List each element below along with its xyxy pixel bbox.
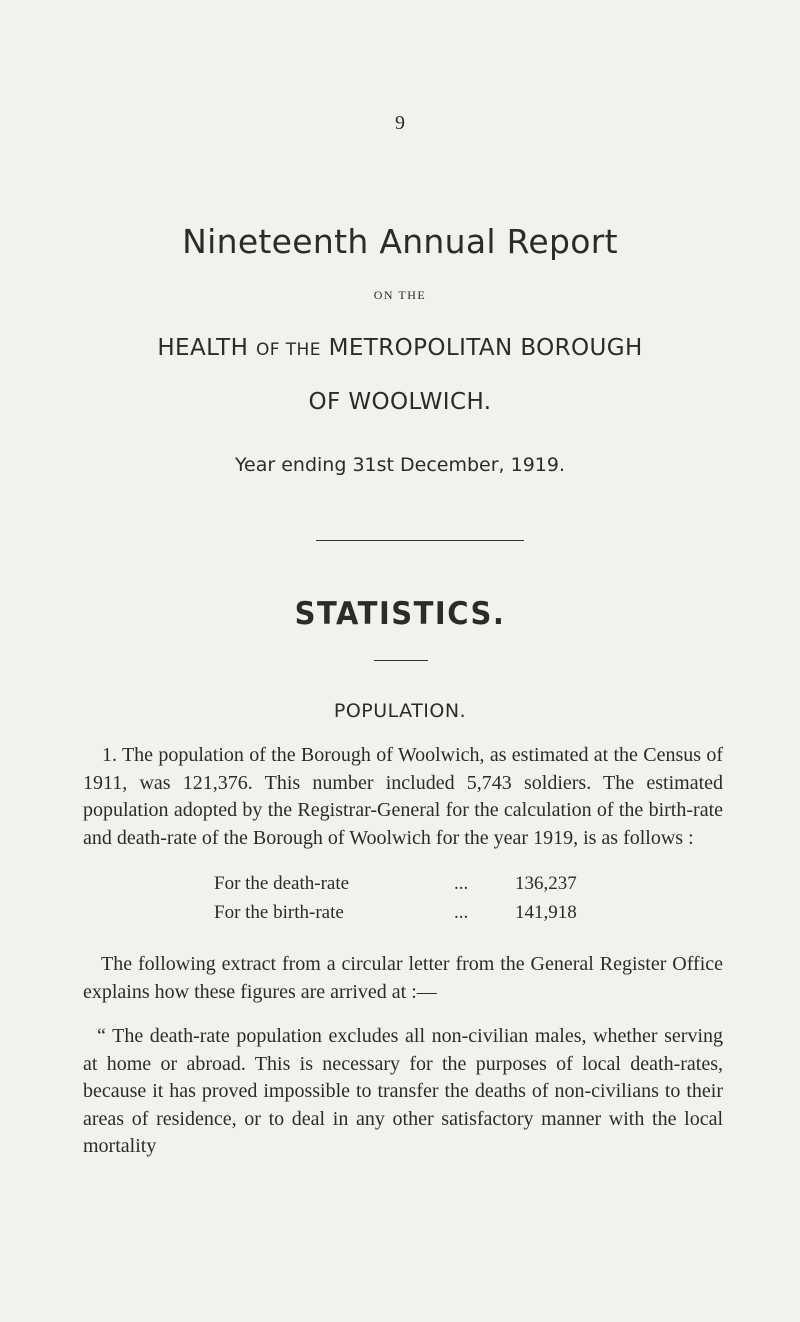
paragraph-population: 1. The population of the Borough of Woolwich, as estimated at the Census of 1911, was 121,376. This number included 5,743 soldiers. The estimated population adopted by the Registrar-General for the calculation of the birth-rate and death-rate of the Borough of Woolwich for the year 1919, is as follows : (83, 744, 723, 849)
rate-value: 141,918 (515, 902, 577, 923)
page-number: 9 (395, 112, 405, 134)
paragraph-quote: “ The death-rate population excludes all non-civilian males, whether serving at home or abroad. This is necessary for the purposes of local death-rates, because it has proved impossible to transfer the deaths of non-civilians to their areas of residence, or to deal in any other satisfactory manner with the local mortality (83, 1025, 723, 1157)
sub-heading: POPULATION. (333, 700, 467, 722)
rate-label: For the death-rate (214, 873, 350, 894)
subject-line-1 (0, 335, 800, 361)
section-heading: STATISTICS. (294, 594, 506, 632)
of-word: OF (308, 389, 341, 415)
rate-leader-dots: ... (454, 902, 469, 923)
subject-line-2 (0, 389, 800, 415)
woolwich-word: WOOLWICH. (348, 389, 492, 415)
divider-long (316, 540, 524, 541)
rate-value: 136,237 (515, 873, 577, 894)
on-the-label: ON THE (373, 288, 427, 302)
health-word: HEALTH (157, 335, 249, 361)
rate-row-birth (0, 902, 800, 930)
metropolitan-borough: METROPOLITAN BOROUGH (328, 335, 643, 361)
of-the-word: OF THE (255, 340, 321, 360)
rate-label: For the birth-rate (214, 902, 344, 923)
paragraph-extract-intro: The following extract from a circular letter from the General Register Office explains how these figures are arrived at :— (83, 953, 723, 1003)
rate-leader-dots: ... (454, 873, 469, 894)
report-title: Nineteenth Annual Report (182, 222, 618, 261)
divider-short (374, 660, 428, 661)
year-line: Year ending 31st December, 1919. (234, 454, 566, 476)
rate-row-death (0, 873, 800, 901)
